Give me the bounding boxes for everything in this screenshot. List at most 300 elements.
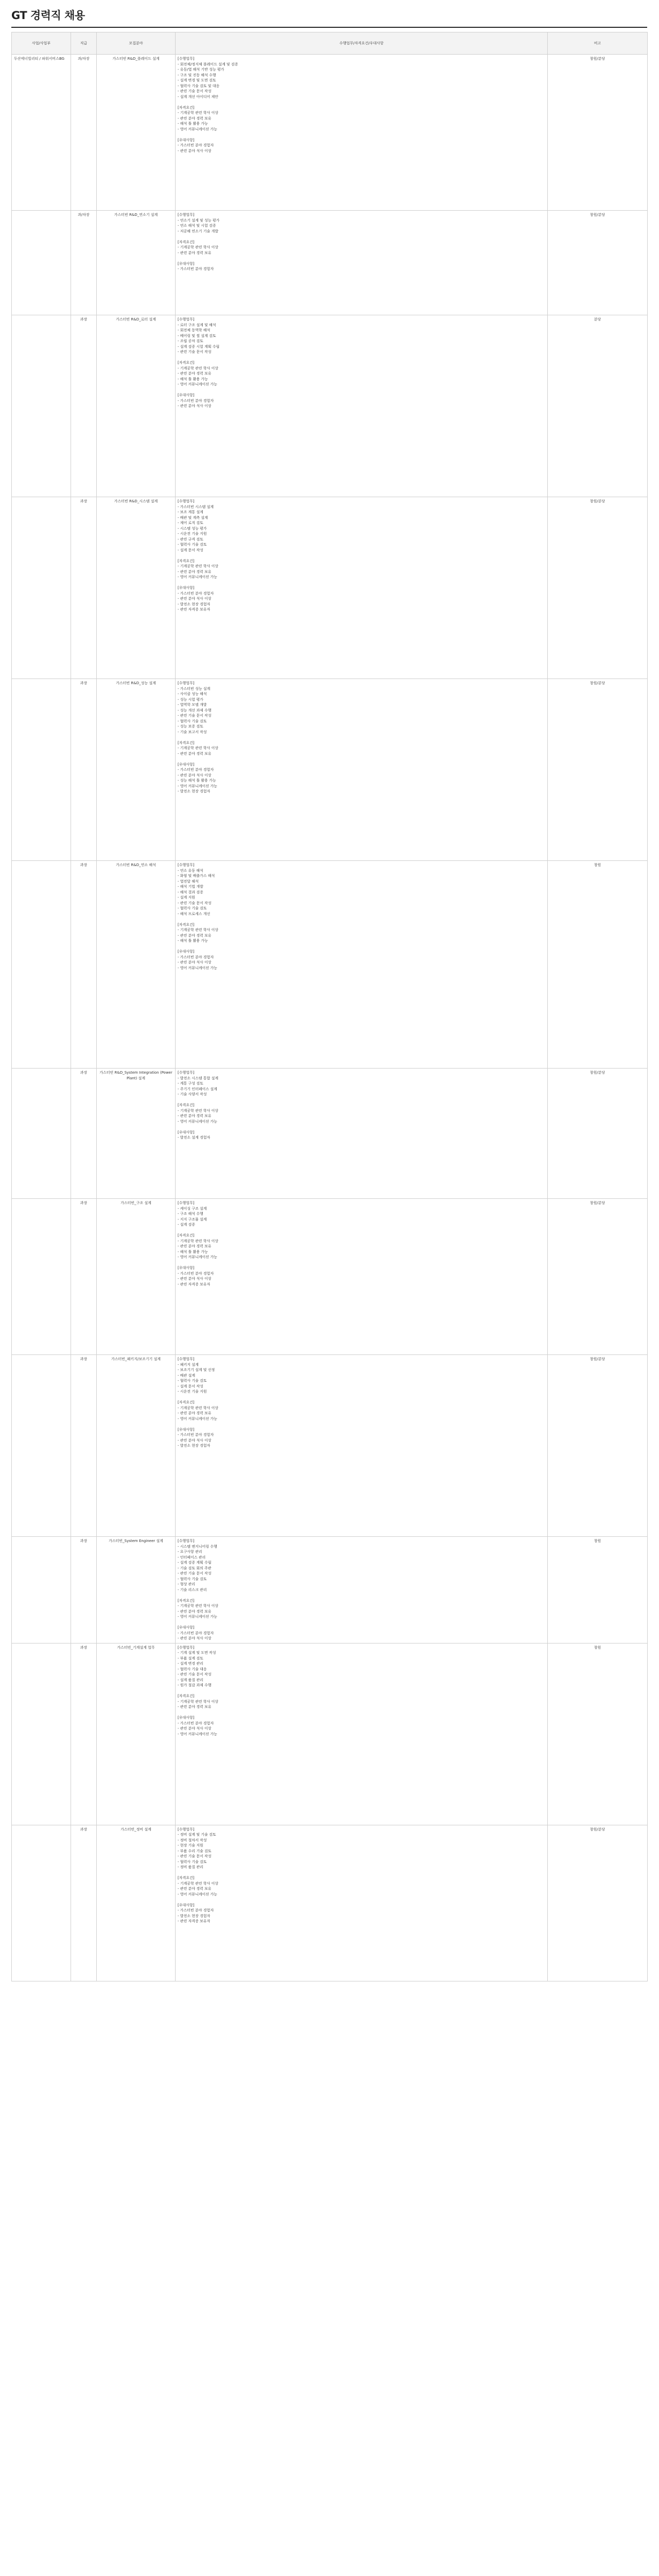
duty-line: - 정비 품질 관리 bbox=[178, 1865, 203, 1869]
duty-section bbox=[178, 862, 545, 917]
table-row bbox=[12, 55, 648, 211]
duty-line: - 구조 및 진동 해석 수행 bbox=[178, 73, 216, 77]
field-cell bbox=[97, 1199, 176, 1355]
section-gap bbox=[178, 580, 545, 586]
duty-section-heading: [수행업무] bbox=[178, 317, 195, 321]
duty-line: - 영어 커뮤니케이션 가능 bbox=[178, 1615, 217, 1619]
division-cell bbox=[12, 1199, 71, 1355]
duty-line: - 협력사 기술 검토 bbox=[178, 1577, 207, 1581]
duty-line: - 발전소 현장 경험자 bbox=[178, 789, 211, 793]
duty-section-heading: [자격요건] bbox=[178, 361, 195, 365]
job-table bbox=[11, 32, 648, 1981]
duty-line: - 협력사 기술 검토 bbox=[178, 543, 207, 547]
duties-cell bbox=[176, 679, 548, 861]
duty-line: - 관련 분야 경력 보유 bbox=[178, 1411, 212, 1415]
duty-line: - 가스터빈 분야 경험자 bbox=[178, 955, 214, 959]
header-duties: 수행업무/자격요건/우대사항 bbox=[176, 32, 548, 55]
table-row bbox=[12, 1643, 648, 1825]
duty-line: - 가스터빈 분야 경험자 bbox=[178, 267, 214, 271]
field-text: 가스터빈_정비 설계 bbox=[120, 1827, 151, 1832]
duty-line: - 배관 및 계측 설계 bbox=[178, 515, 208, 520]
duty-section-heading: [자격요건] bbox=[178, 105, 195, 110]
duty-line: - 영어 커뮤니케이션 가능 bbox=[178, 1416, 217, 1421]
duty-line: - 요구사항 관리 bbox=[178, 1550, 202, 1554]
duty-line: - 관련 분야 경력 보유 bbox=[178, 569, 212, 574]
table-row bbox=[12, 497, 648, 679]
duty-line: - 열전달 해석 bbox=[178, 879, 199, 884]
duty-line: - 시스템 엔지니어링 수행 bbox=[178, 1544, 217, 1549]
duty-line: - 해석 툴 활용 가능 bbox=[178, 1249, 208, 1254]
duty-line: - 설계 검증 bbox=[178, 1223, 196, 1227]
title-divider bbox=[11, 27, 647, 28]
duty-line: - 설계 검증 시험 계획 수립 bbox=[178, 344, 220, 349]
field-cell bbox=[97, 315, 176, 497]
duty-line: - 관련 기술 문서 작성 bbox=[178, 901, 212, 905]
field-text: 가스터빈 R&D_시스템 설계 bbox=[114, 499, 158, 503]
duty-line: - 설계 검증 계획 수립 bbox=[178, 1561, 212, 1565]
duty-line: - 시운전 기술 지원 bbox=[178, 532, 207, 536]
grade-text: 과장 bbox=[80, 1827, 88, 1832]
section-gap bbox=[178, 756, 545, 762]
grade-cell bbox=[71, 861, 97, 1069]
duty-line: - 영어 커뮤니케이션 가능 bbox=[178, 784, 217, 788]
duty-line: - 기술 검토 회의 주관 bbox=[178, 1566, 212, 1570]
duty-section-heading: [자격요건] bbox=[178, 1103, 195, 1107]
duty-section bbox=[178, 1103, 545, 1124]
duty-section bbox=[178, 740, 545, 757]
field-cell bbox=[97, 497, 176, 679]
field-cell bbox=[97, 211, 176, 315]
table-row bbox=[12, 1537, 648, 1643]
grade-text: 과장 bbox=[80, 863, 88, 867]
header-division: 사업/사업부 bbox=[12, 32, 71, 55]
duty-line: - 협력사 기술 대응 bbox=[178, 1667, 207, 1671]
duty-line: - 발전소 설계 경험자 bbox=[178, 1136, 211, 1140]
duty-line: - 저공해 연소기 기술 개발 bbox=[178, 229, 219, 233]
duty-line: - 인터페이스 관리 bbox=[178, 1555, 206, 1560]
duty-line: - 성능 해석 툴 활용 가능 bbox=[178, 778, 216, 783]
note-text: 창원 bbox=[594, 1645, 601, 1650]
duty-line: - 관련 분야 경력 보유 bbox=[178, 1114, 212, 1118]
duty-section-heading: [우대사항] bbox=[178, 1427, 195, 1432]
duty-line: - 설계 문서 작성 bbox=[178, 548, 203, 552]
duties-cell bbox=[176, 1643, 548, 1825]
note-cell bbox=[548, 315, 648, 497]
grade-text: 과장 bbox=[80, 317, 88, 321]
table-row bbox=[12, 1069, 648, 1199]
field-text: 가스터빈 R&D_연소기 설계 bbox=[114, 213, 158, 217]
duty-line: - 관련 분야 경력 보유 bbox=[178, 1705, 212, 1709]
duty-line: - 기계공학 관련 학사 이상 bbox=[178, 1881, 219, 1886]
duty-line: - 가스터빈 시스템 설계 bbox=[178, 504, 214, 509]
grade-cell bbox=[71, 1199, 97, 1355]
duty-section bbox=[178, 585, 545, 613]
duty-line: - 관련 자격증 보유자 bbox=[178, 1282, 211, 1286]
field-text: 가스터빈_구조 설계 bbox=[120, 1201, 151, 1205]
section-gap bbox=[178, 1260, 545, 1266]
grade-cell bbox=[71, 1355, 97, 1537]
duty-section bbox=[178, 393, 545, 409]
duty-section-heading: [우대사항] bbox=[178, 393, 195, 397]
duty-section-heading: [수행업무] bbox=[178, 863, 195, 867]
note-cell bbox=[548, 1537, 648, 1643]
duty-line: - 가스터빈 분야 경험자 bbox=[178, 398, 214, 403]
field-cell bbox=[97, 1825, 176, 1981]
duties-cell bbox=[176, 315, 548, 497]
duty-line: - 관련 기술 문서 작성 bbox=[178, 350, 212, 354]
duty-line: - 관련 분야 석사 이상 bbox=[178, 148, 212, 153]
duty-line: - 관련 분야 석사 이상 bbox=[178, 1636, 212, 1640]
duty-line: - 유동/열 해석 기반 성능 평가 bbox=[178, 67, 224, 72]
duty-line: - 계통 구성 검토 bbox=[178, 1081, 203, 1086]
duty-line: - 연소 해석 및 시험 검증 bbox=[178, 224, 216, 228]
duties-cell bbox=[176, 1199, 548, 1355]
duty-line: - 패키지 설계 bbox=[178, 1362, 199, 1367]
section-gap bbox=[178, 387, 545, 393]
duty-section-heading: [우대사항] bbox=[178, 950, 195, 954]
duty-section-heading: [자격요건] bbox=[178, 740, 195, 745]
duty-section bbox=[178, 1265, 545, 1287]
division-cell bbox=[12, 1355, 71, 1537]
duty-line: - 발전소 현장 경험자 bbox=[178, 1913, 211, 1918]
field-text: 가스터빈_기계설계 업무 bbox=[117, 1645, 155, 1650]
table-row bbox=[12, 1199, 648, 1355]
duty-line: - 협력사 기술 검토 bbox=[178, 719, 207, 723]
duty-line: - 가스터빈 분야 경험자 bbox=[178, 1721, 214, 1725]
duty-section bbox=[178, 261, 545, 272]
duty-line: - 영어 커뮤니케이션 가능 bbox=[178, 965, 217, 970]
duty-section-heading: [수행업무] bbox=[178, 1071, 195, 1075]
duty-line: - 가스터빈 분야 경험자 bbox=[178, 1433, 214, 1437]
duty-line: - 관련 분야 경력 보유 bbox=[178, 1887, 212, 1891]
section-gap bbox=[178, 1592, 545, 1598]
duty-line: - 연소 유동 해석 bbox=[178, 868, 203, 873]
note-cell bbox=[548, 1069, 648, 1199]
duty-line: - 발전소 시스템 통합 설계 bbox=[178, 1076, 219, 1080]
section-gap bbox=[178, 256, 545, 261]
field-cell bbox=[97, 861, 176, 1069]
grade-text: 과장 bbox=[80, 1071, 88, 1075]
duty-line: - 기계공학 관련 학사 이상 bbox=[178, 1239, 219, 1243]
grade-cell bbox=[71, 315, 97, 497]
note-text: 창원/분당 bbox=[589, 1071, 605, 1075]
grade-cell bbox=[71, 497, 97, 679]
grade-cell bbox=[71, 211, 97, 315]
duty-section-heading: [우대사항] bbox=[178, 1716, 195, 1720]
duty-section bbox=[178, 681, 545, 735]
duty-line: - 관련 기술 문서 작성 bbox=[178, 1854, 212, 1858]
section-gap bbox=[178, 917, 545, 922]
duty-section bbox=[178, 762, 545, 794]
duty-line: - 영어 커뮤니케이션 가능 bbox=[178, 1119, 217, 1124]
duty-line: - 관련 자격증 보유자 bbox=[178, 607, 211, 612]
duty-section-heading: [수행업무] bbox=[178, 1357, 195, 1361]
table-row bbox=[12, 861, 648, 1069]
duty-section-heading: [우대사항] bbox=[178, 261, 195, 266]
duty-line: - 기계공학 관련 학사 이상 bbox=[178, 1108, 219, 1113]
duties-cell bbox=[176, 1537, 548, 1643]
grade-cell bbox=[71, 1825, 97, 1981]
duty-line: - 영어 커뮤니케이션 가능 bbox=[178, 575, 217, 579]
duty-section bbox=[178, 1875, 545, 1897]
duty-line: - 영어 커뮤니케이션 가능 bbox=[178, 382, 217, 386]
duty-section bbox=[178, 212, 545, 234]
duty-line: - 기계 설계 및 도면 작성 bbox=[178, 1651, 216, 1655]
duty-line: - 회전체/정지체 블레이드 설계 및 검증 bbox=[178, 62, 238, 66]
duties-cell bbox=[176, 55, 548, 211]
duty-section-heading: [우대사항] bbox=[178, 586, 195, 590]
duty-line: - 관련 기술 문서 작성 bbox=[178, 1672, 212, 1676]
duty-line: - 기계공학 관련 학사 이상 bbox=[178, 1699, 219, 1704]
duty-line: - 기계공학 관련 학사 이상 bbox=[178, 564, 219, 568]
duty-line: - 해석 툴 활용 가능 bbox=[178, 939, 208, 943]
duty-line: - 배관 설계 bbox=[178, 1373, 196, 1378]
grade-text: 과장 bbox=[80, 1539, 88, 1543]
duty-line: - 관련 분야 경력 보유 bbox=[178, 116, 212, 121]
duty-section bbox=[178, 138, 545, 154]
note-cell bbox=[548, 679, 648, 861]
duty-section-heading: [자격요건] bbox=[178, 1400, 195, 1404]
grade-cell bbox=[71, 55, 97, 211]
duty-section-heading: [우대사항] bbox=[178, 1625, 195, 1630]
grade-cell bbox=[71, 1537, 97, 1643]
grade-text: 과/차장 bbox=[78, 57, 90, 61]
duty-section bbox=[178, 1625, 545, 1641]
duties-cell bbox=[176, 861, 548, 1069]
duty-line: - 관련 분야 경력 보유 bbox=[178, 1609, 212, 1614]
division-cell bbox=[12, 1537, 71, 1643]
duty-line: - 해석 결과 검증 bbox=[178, 890, 203, 894]
duty-line: - 설계 품질 관리 bbox=[178, 1677, 203, 1682]
duty-line: - 영어 커뮤니케이션 가능 bbox=[178, 1892, 217, 1896]
grade-text: 과/차장 bbox=[78, 213, 90, 217]
note-cell bbox=[548, 55, 648, 211]
duty-section-heading: [수행업무] bbox=[178, 1201, 195, 1205]
duty-line: - 기계공학 관련 학사 이상 bbox=[178, 746, 219, 750]
section-gap bbox=[178, 1421, 545, 1427]
duty-section bbox=[178, 1827, 545, 1870]
duty-line: - 베어링 및 씰 설계 검토 bbox=[178, 333, 216, 338]
duty-line: - 부품 수리 기술 검토 bbox=[178, 1849, 212, 1853]
division-cell bbox=[12, 679, 71, 861]
grade-text: 과장 bbox=[80, 1357, 88, 1361]
division-cell bbox=[12, 1069, 71, 1199]
duty-line: - 화염 및 배출가스 해석 bbox=[178, 874, 215, 878]
duty-line: - 관련 분야 경력 보유 bbox=[178, 371, 212, 376]
duty-section bbox=[178, 105, 545, 132]
duty-section-heading: [수행업무] bbox=[178, 1827, 195, 1832]
duty-line: - 로터 구조 설계 및 해석 bbox=[178, 323, 216, 327]
duty-line: - 관련 기술 문서 작성 bbox=[178, 89, 212, 93]
duty-line: - 케이싱 구조 설계 bbox=[178, 1206, 207, 1211]
duty-section bbox=[178, 1357, 545, 1395]
duty-line: - 영어 커뮤니케이션 가능 bbox=[178, 1255, 217, 1259]
division-text: 두산에너빌리티 / 파워서비스BG bbox=[14, 57, 65, 61]
duty-section-heading: [자격요건] bbox=[178, 240, 195, 244]
duty-section-heading: [자격요건] bbox=[178, 1598, 195, 1603]
duty-section bbox=[178, 1645, 545, 1688]
duty-line: - 시운전 기술 지원 bbox=[178, 1389, 207, 1394]
duty-section-heading: [우대사항] bbox=[178, 1903, 195, 1907]
field-cell bbox=[97, 679, 176, 861]
duty-section bbox=[178, 360, 545, 387]
grade-cell bbox=[71, 1643, 97, 1825]
duties-cell bbox=[176, 211, 548, 315]
duty-line: - 가스터빈 분야 경험자 bbox=[178, 768, 214, 772]
duty-line: - 정비 절차서 작성 bbox=[178, 1838, 207, 1842]
duty-line: - 관련 분야 경력 보유 bbox=[178, 250, 212, 255]
note-text: 창원/분당 bbox=[589, 499, 605, 503]
division-cell bbox=[12, 315, 71, 497]
duty-section-heading: [우대사항] bbox=[178, 138, 195, 142]
table-row bbox=[12, 679, 648, 861]
section-gap bbox=[178, 553, 545, 558]
grade-cell bbox=[71, 1069, 97, 1199]
duty-section bbox=[178, 1130, 545, 1141]
division-cell bbox=[12, 1825, 71, 1981]
section-gap bbox=[178, 1124, 545, 1130]
duty-line: - 관련 규격 검토 bbox=[178, 537, 203, 541]
duty-line: - 가스터빈 분야 경험자 bbox=[178, 1271, 214, 1276]
duty-line: - 정비 설계 및 기술 검토 bbox=[178, 1833, 216, 1837]
grade-text: 과장 bbox=[80, 1201, 88, 1205]
duty-line: - 해석 프로세스 개선 bbox=[178, 911, 211, 916]
note-cell bbox=[548, 1643, 648, 1825]
note-cell bbox=[548, 1825, 648, 1981]
duty-line: - 보조 계통 설계 bbox=[178, 510, 203, 514]
duty-section bbox=[178, 558, 545, 580]
section-gap bbox=[178, 1870, 545, 1876]
duty-line: - 기계공학 관련 학사 이상 bbox=[178, 928, 219, 932]
grade-cell bbox=[71, 679, 97, 861]
section-gap bbox=[178, 132, 545, 138]
duty-line: - 관련 분야 석사 이상 bbox=[178, 960, 212, 964]
duty-section bbox=[178, 922, 545, 944]
duty-line: - 연소기 설계 및 성능 평가 bbox=[178, 218, 220, 223]
duty-line: - 설계 변경 관리 bbox=[178, 1662, 203, 1666]
duty-section bbox=[178, 1233, 545, 1260]
field-cell bbox=[97, 1355, 176, 1537]
duty-line: - 해석 툴 활용 가능 bbox=[178, 377, 208, 381]
duty-line: - 회전체 동역학 해석 bbox=[178, 328, 211, 332]
duty-line: - 관련 분야 석사 이상 bbox=[178, 773, 212, 777]
table-header-row bbox=[12, 32, 648, 55]
field-cell bbox=[97, 1643, 176, 1825]
field-text: 가스터빈 R&D_연소 해석 bbox=[116, 863, 156, 867]
division-cell bbox=[12, 211, 71, 315]
duty-line: - 조립 공차 검토 bbox=[178, 339, 203, 343]
duty-section-heading: [수행업무] bbox=[178, 1645, 195, 1650]
duty-line: - 협력사 기술 검토 bbox=[178, 906, 207, 910]
duty-line: - 해석 기법 개발 bbox=[178, 885, 203, 889]
duty-section-heading: [자격요건] bbox=[178, 1876, 195, 1880]
duty-line: - 기계공학 관련 학사 이상 bbox=[178, 366, 219, 370]
duty-section bbox=[178, 317, 545, 355]
duty-section-heading: [우대사항] bbox=[178, 1266, 195, 1270]
header-field: 모집분야 bbox=[97, 32, 176, 55]
duty-section bbox=[178, 499, 545, 553]
duty-line: - 기술 사양서 작성 bbox=[178, 1092, 207, 1096]
duty-section bbox=[178, 1715, 545, 1737]
duty-section-heading: [수행업무] bbox=[178, 1539, 195, 1543]
duty-line: - 협력사 기술 검토 bbox=[178, 1379, 207, 1383]
duty-section bbox=[178, 1693, 545, 1710]
duty-line: - 관련 분야 경력 보유 bbox=[178, 751, 212, 756]
duty-line: - 원가 절감 과제 수행 bbox=[178, 1683, 212, 1687]
field-text: 가스터빈_패키지/보조기기 설계 bbox=[111, 1357, 161, 1361]
field-cell bbox=[97, 55, 176, 211]
note-cell bbox=[548, 1355, 648, 1537]
duties-cell bbox=[176, 497, 548, 679]
field-text: 가스터빈 R&D_System Integration (Power Plant) 설계 bbox=[99, 1071, 172, 1080]
duty-line: - 주기기 인터페이스 설계 bbox=[178, 1087, 217, 1091]
duty-section bbox=[178, 1400, 545, 1421]
duty-line: - 성능 개선 과제 수행 bbox=[178, 708, 212, 713]
duty-line: - 관련 기술 문서 작성 bbox=[178, 714, 212, 718]
duty-line: - 제어 로직 검토 bbox=[178, 521, 203, 525]
duty-line: - 설계 개선 아이디어 제안 bbox=[178, 94, 219, 99]
duty-line: - 발전소 현장 경험자 bbox=[178, 1444, 211, 1448]
duty-line: - 시스템 성능 평가 bbox=[178, 526, 207, 531]
duty-line: - 기계공학 관련 학사 이상 bbox=[178, 245, 219, 249]
section-gap bbox=[178, 1897, 545, 1903]
duty-line: - 성능 시험 평가 bbox=[178, 697, 203, 702]
duty-section-heading: [자격요건] bbox=[178, 922, 195, 927]
duty-line: - 관련 분야 석사 이상 bbox=[178, 1438, 212, 1443]
note-text: 창원/분당 bbox=[589, 1201, 605, 1205]
duty-line: - 관련 분야 석사 이상 bbox=[178, 597, 212, 601]
duty-section-heading: [수행업무] bbox=[178, 499, 195, 503]
duties-cell bbox=[176, 1355, 548, 1537]
duty-line: - 기계공학 관련 학사 이상 bbox=[178, 111, 219, 115]
page-title: GT 경력직 채용 bbox=[11, 9, 85, 22]
section-gap bbox=[178, 1710, 545, 1716]
division-cell bbox=[12, 55, 71, 211]
grade-text: 과장 bbox=[80, 1645, 88, 1650]
duty-line: - 설계 지원 bbox=[178, 895, 196, 900]
duty-line: - 관련 분야 경력 보유 bbox=[178, 1244, 212, 1248]
duty-line: - 설계 변경 및 도면 검토 bbox=[178, 78, 216, 82]
duty-line: - 부품 설계 검토 bbox=[178, 1656, 203, 1660]
duty-section-heading: [우대사항] bbox=[178, 762, 195, 767]
duty-section bbox=[178, 56, 545, 99]
duty-line: - 관련 기술 문서 작성 bbox=[178, 1571, 212, 1575]
duty-line: - 관련 분야 석사 이상 bbox=[178, 404, 212, 408]
duty-line: - 기술 보고서 작성 bbox=[178, 730, 207, 734]
field-cell bbox=[97, 1069, 176, 1199]
field-text: 가스터빈_System Engineer 설계 bbox=[109, 1539, 163, 1543]
division-cell bbox=[12, 1643, 71, 1825]
field-text: 가스터빈 R&D_블레이드 설계 bbox=[112, 57, 160, 61]
note-cell bbox=[548, 211, 648, 315]
grade-text: 과장 bbox=[80, 681, 88, 685]
section-gap bbox=[178, 1688, 545, 1694]
note-text: 창원 bbox=[594, 863, 601, 867]
duty-line: - 지지 구조물 설계 bbox=[178, 1217, 207, 1222]
duty-line: - 기계공학 관련 학사 이상 bbox=[178, 1405, 219, 1410]
duty-line: - 가스터빈 성능 설계 bbox=[178, 686, 211, 691]
duty-line: - 설계 문서 작성 bbox=[178, 1384, 203, 1388]
duty-line: - 사이클 성능 해석 bbox=[178, 692, 207, 696]
duty-section-heading: [자격요건] bbox=[178, 1694, 195, 1698]
duty-line: - 가스터빈 분야 경험자 bbox=[178, 143, 214, 147]
duty-line: - 기계공학 관련 학사 이상 bbox=[178, 1604, 219, 1608]
duty-section bbox=[178, 949, 545, 971]
note-cell bbox=[548, 861, 648, 1069]
section-gap bbox=[178, 944, 545, 950]
duty-section bbox=[178, 1070, 545, 1097]
duty-line: - 기술 리스크 관리 bbox=[178, 1587, 207, 1592]
